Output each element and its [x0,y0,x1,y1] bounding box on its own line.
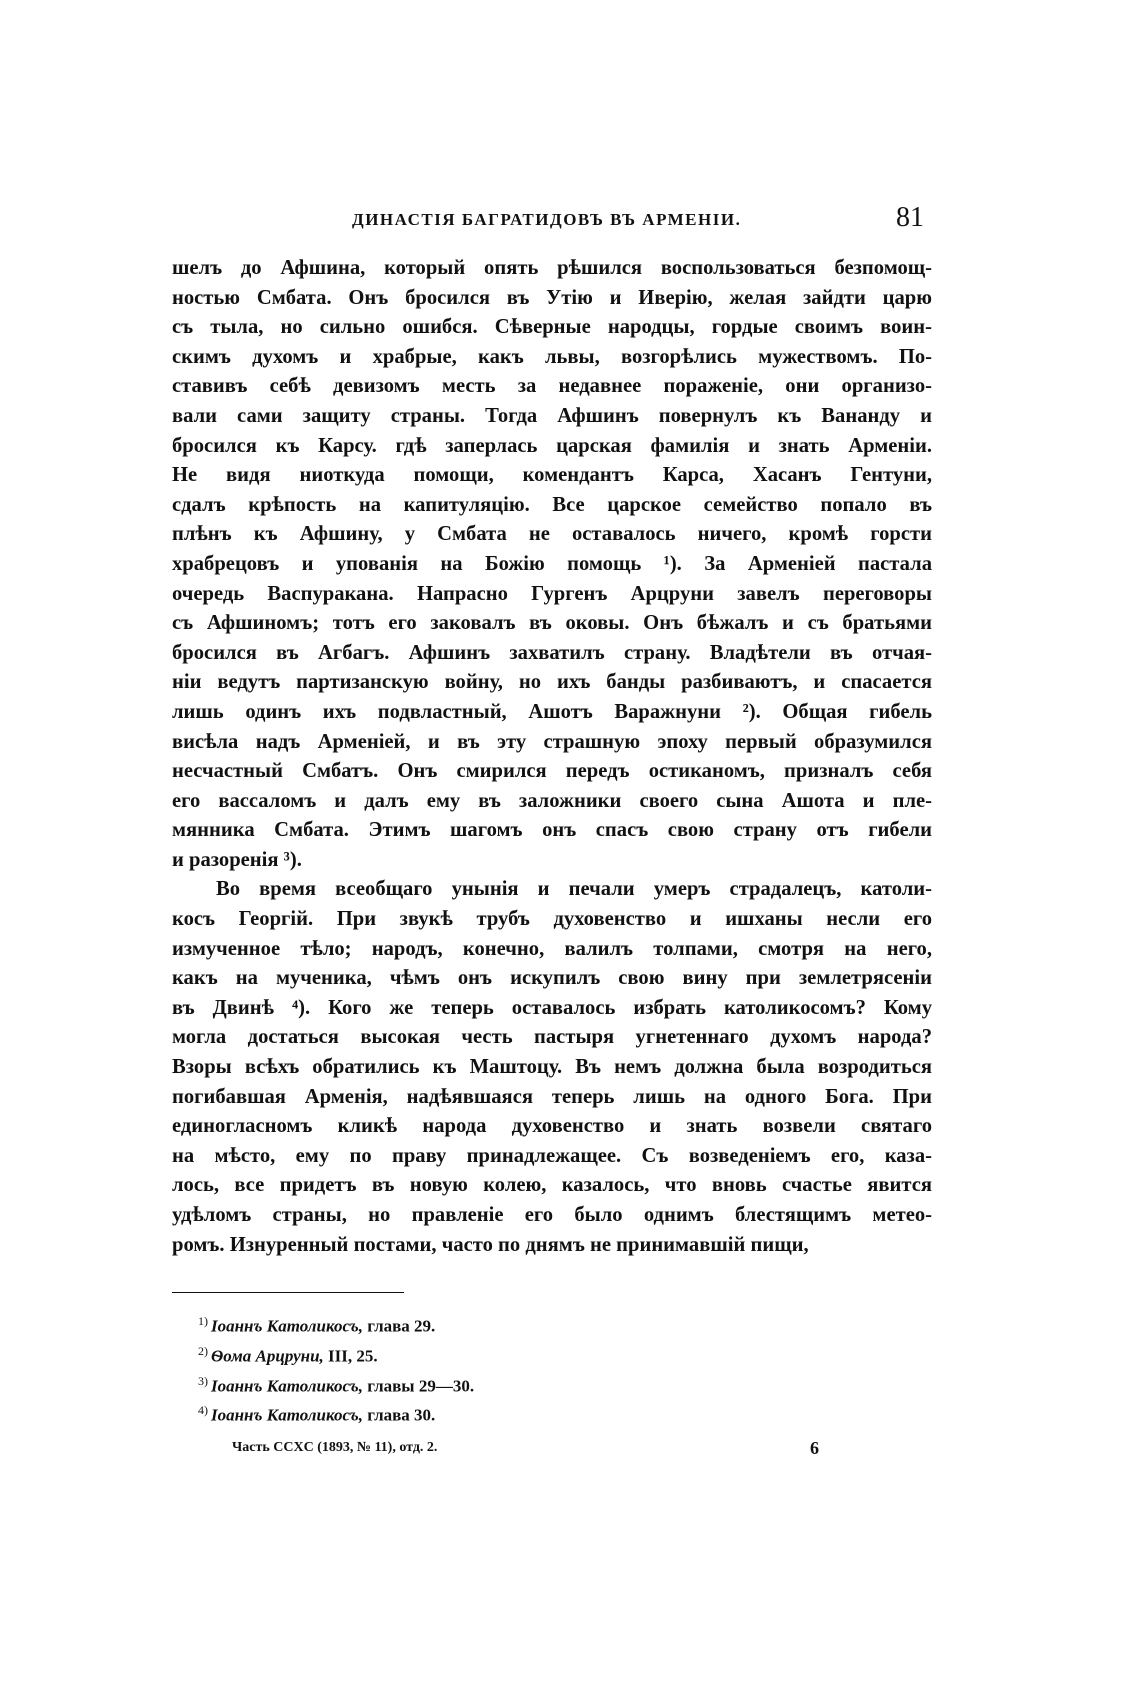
text-line: съ Афшиномъ; тотъ его заковалъ въ оковы. Онъ бѣжалъ и съ братьями [172,612,932,635]
footnote [198,1369,932,1399]
text-line: лишь одинъ ихъ подвластный, Ашотъ Варажнуни ²). Общая гибель [172,700,932,723]
book-page [172,200,932,1464]
running-head: ДИНАСТІЯ БАГРАТИДОВЪ ВЪ АРМЕНІИ. [352,210,742,229]
text-line: скимъ духомъ и храбрые, какъ львы, возгорѣлись мужествомъ. По- [172,345,932,368]
text-line: ромъ. Изнуренный постами, часто по днямъ не принимавшій пищи, [172,1233,809,1256]
text-line: съ тыла, но сильно ошибся. Сѣверные народцы, гордые своимъ воин- [172,316,932,339]
footnote-rule [172,1292,404,1293]
text-line: бросился въ Агбагъ. Афшинъ захватилъ страну. Владѣтели въ отчая- [172,641,932,664]
footnote-author: Ѳома Арцруни, [211,1346,324,1366]
footnote-mark: 1) [198,1314,208,1329]
signature-line [172,1437,932,1464]
page-header [172,200,932,240]
text-line: Во время всеобщаго унынія и печали умеръ страдалецъ, католи- [216,878,932,901]
text-line: косъ Георгій. При звукѣ трубъ духовенство и ишханы несли его [172,908,932,931]
text-line: Не видя ниоткуда помощи, комендантъ Карса, Хасанъ Гентуни, [172,464,932,487]
text-line: храбрецовъ и упованія на Божію помощь ¹). За Арменіей пастала [172,552,932,575]
text-line: Взоры всѣхъ обратились къ Маштоцу. Въ немъ должна была возродиться [172,1056,932,1079]
footnote-reference: глава 30. [362,1405,436,1425]
text-line: его вассаломъ и далъ ему въ заложники своего сына Ашота и пле- [172,789,932,812]
footnote-mark: 4) [198,1403,208,1418]
text-line: удѣломъ страны, но правленіе его было однимъ блестящимъ метео- [172,1204,932,1226]
text-line: единогласномъ кликѣ народа духовенство и знать возвели святаго [172,1115,932,1138]
paragraph-2 [172,875,932,1260]
text-line: лось, все придетъ въ новую колею, казалось, что вновь счастье явится [172,1174,932,1197]
footnote-reference: главы 29—30. [362,1376,475,1396]
text-line: несчастный Смбатъ. Онъ смирился передъ остиканомъ, призналъ себя [172,760,932,783]
printer-signature: Часть CCXC (1893, № 11), отд. 2. [232,1439,438,1455]
page-number: 81 [896,202,924,233]
footnotes [172,1309,932,1428]
signature-number: 6 [810,1437,819,1458]
text-line: измученное тѣло; народъ, конечно, валилъ толпами, смотря на него, [172,937,932,960]
text-line: на мѣсто, ему по праву принадлежащее. Съ возведеніемъ его, каза- [172,1144,932,1167]
footnote-mark: 3) [198,1373,208,1388]
text-line: ностью Смбата. Онъ бросился въ Утію и Иверію, желая зайдти царю [172,286,932,309]
text-line: плѣнъ къ Афшину, у Смбата не оставалось ничего, кромѣ горсти [172,523,932,546]
text-line: погибавшая Арменія, надѣявшаяся теперь лишь на одного Бога. При [172,1085,932,1108]
footnote-reference: глава 29. [362,1316,436,1336]
body-text [172,254,932,1260]
footnote-mark: 2) [198,1343,208,1358]
text-line: вали сами защиту страны. Тогда Афшинъ повернулъ къ Ванандy и [172,404,932,427]
text-line: какъ на мученика, чѣмъ онъ искупилъ свою вину при землетрясеніи [172,967,932,990]
footnote-author: Іоаннъ Католикосъ, [211,1376,363,1396]
footnote-reference: III, 25. [323,1346,378,1366]
text-line: шелъ до Афшина, который опять рѣшился воспользоваться безпомощ- [172,257,932,279]
text-line: ставивъ себѣ девизомъ месть за недавнее пораженіе, они организо- [172,375,932,398]
text-line: висѣла надъ Арменіей, и въ эту страшную эпоху первый образумился [172,730,932,753]
footnote-author: Іоаннъ Католикосъ, [211,1405,363,1425]
text-line: ніи ведутъ партизанскую войну, но ихъ банды разбиваютъ, и спасается [172,671,932,694]
text-line: въ Двинѣ ⁴). Кого же теперь оставалось избрать католикосомъ? Кому [172,996,932,1019]
footnote [198,1398,932,1428]
text-line: бросился къ Карсу. гдѣ заперлась царская фамилія и знать Арменіи. [172,434,932,457]
footnote [198,1339,932,1369]
text-line: сдалъ крѣпость на капитуляцію. Все царское семейство попало въ [172,493,932,516]
text-line: могла достаться высокая честь пастыря угнетеннаго духомъ народа? [172,1026,932,1049]
text-line: очередь Васпуракана. Напрасно Гургенъ Арцруни завелъ переговоры [172,582,932,605]
text-line: мянника Смбата. Этимъ шагомъ онъ спасъ свою страну отъ гибели [172,819,932,842]
paragraph-1 [172,254,932,875]
footnote-author: Іоаннъ Католикосъ, [211,1316,363,1336]
text-line: и разоренія ³). [172,848,302,871]
footnote [198,1309,932,1339]
